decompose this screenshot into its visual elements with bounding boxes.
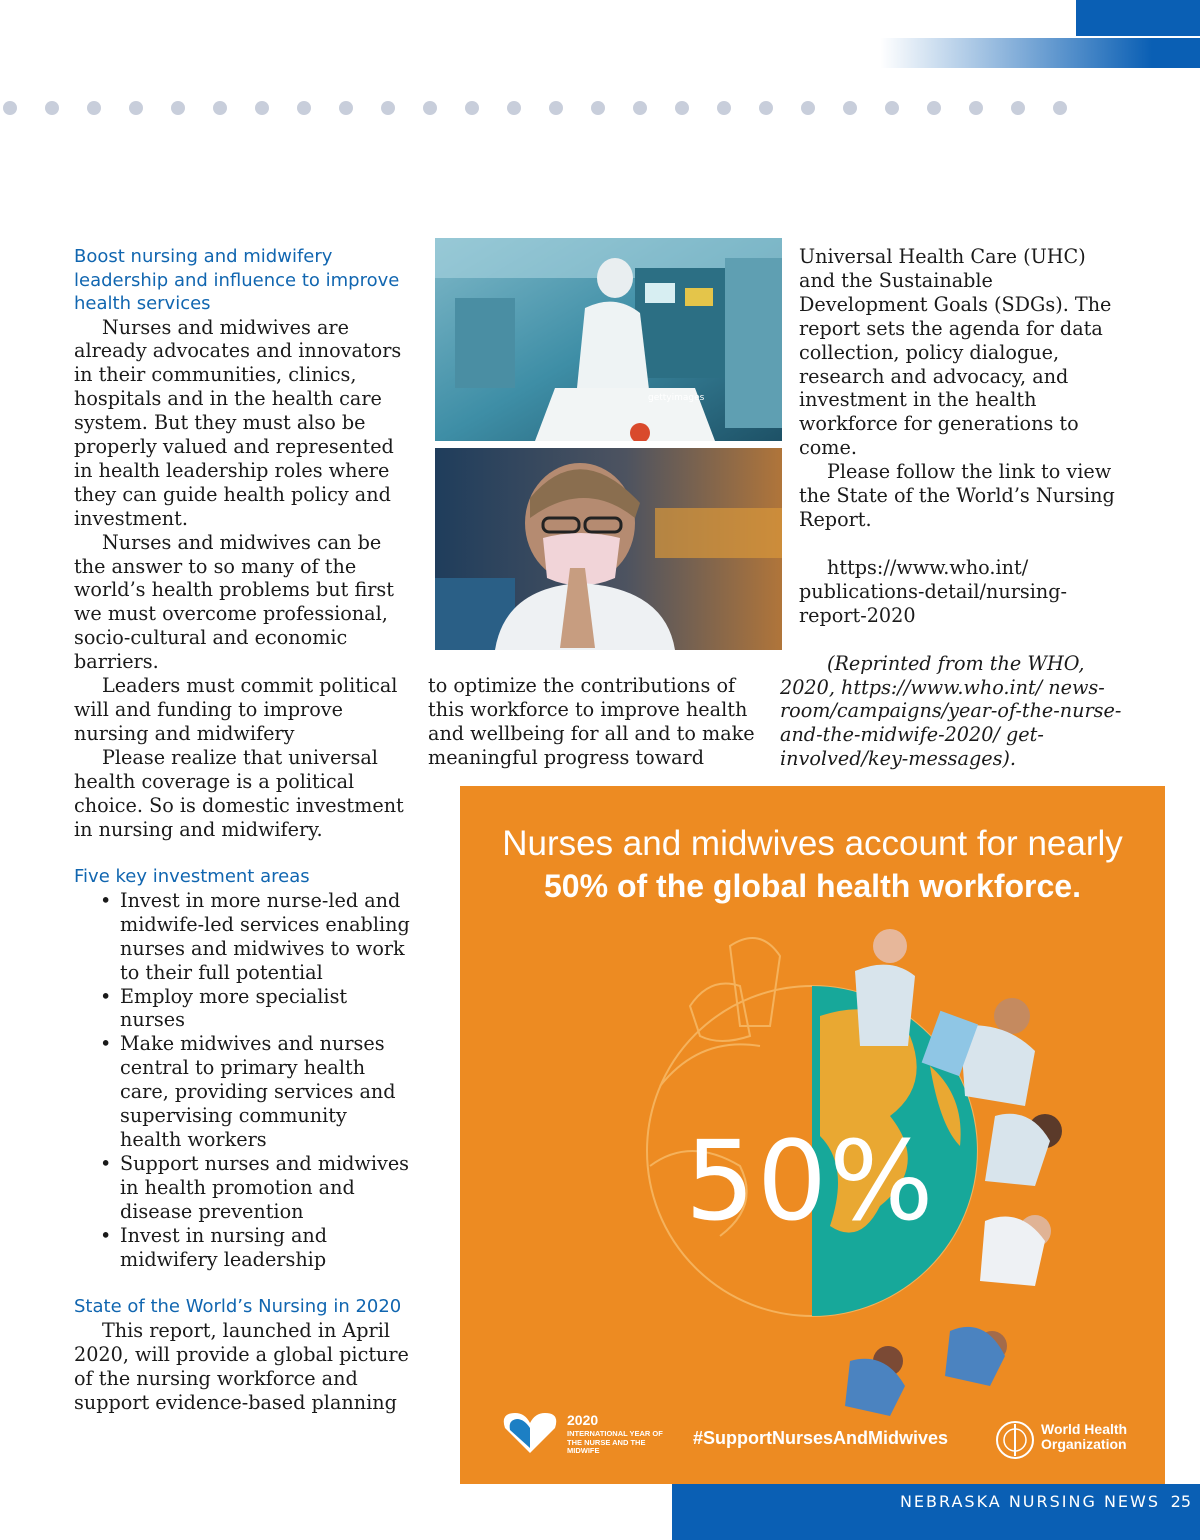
list-item: • Support nurses and midwives in health promotion and disease prevention (120, 1152, 414, 1224)
poster-headline-bold: 50% of the global health workforce. (544, 868, 1081, 904)
column-3 (780, 245, 1125, 771)
divider-dot (549, 101, 563, 115)
header-accent-block (1076, 0, 1200, 36)
investment-list (74, 889, 414, 1272)
list-item: • Employ more specialist nurses (120, 985, 414, 1033)
divider-dot (759, 101, 773, 115)
divider-dot (1053, 101, 1067, 115)
divider-dot (969, 101, 983, 115)
divider-dot (213, 101, 227, 115)
paragraph: Nurses and midwives can be the answer to so many of the world’s health problems but first we must overcome professional, socio-cultural and economic barriers. (74, 530, 394, 674)
column-2 (428, 674, 758, 770)
divider-dot (885, 101, 899, 115)
paragraph: Please realize that universal health coverage is a political choice. So is domestic investment in nursing and midwifery. (74, 745, 404, 841)
workforce-poster (460, 786, 1165, 1484)
divider-dot (87, 101, 101, 115)
report-link[interactable]: https://www.who.int/ publications-detail/nursing-report-2020 (799, 555, 1067, 627)
iyn-2020-logo (500, 1408, 663, 1464)
hashtag: #SupportNursesAndMidwives (693, 1428, 949, 1448)
footer-bar (672, 1484, 1200, 1540)
page-number: 25 (1170, 1492, 1191, 1511)
column-1 (74, 245, 414, 1415)
divider-dot (465, 101, 479, 115)
divider-dot (843, 101, 857, 115)
list-item: • Invest in more nurse-led and midwife-led services enabling nurses and midwives to work to their full potential (120, 889, 414, 985)
iyn-text: INTERNATIONAL YEAR OF THE NURSE AND THE MIDWIFE (567, 1429, 663, 1455)
reprint-credit: (Reprinted from the WHO, 2020, https://www.who.int/ news-room/campaigns/year-of-the-nurse-and-the-midwife-2020/ get-involved/key-messages). (780, 651, 1122, 771)
divider-dot (1011, 101, 1025, 115)
publication-name: NEBRASKA NURSING NEWS (899, 1492, 1160, 1511)
paragraph: Universal Health Care (UHC) and the Sustainable Development Goals (SDGs). The report sets the agenda for data collection, policy dialogue, research and advocacy, and investment in the health workforce for generations to come. (799, 245, 1112, 460)
divider-dot (675, 101, 689, 115)
header-gradient-bar (880, 38, 1200, 68)
divider-dot (3, 101, 17, 115)
divider-dot (381, 101, 395, 115)
photo-nurse-mask-praying (435, 448, 782, 650)
section-heading-state-report: State of the World’s Nursing in 2020 (74, 1296, 402, 1318)
divider-dot (171, 101, 185, 115)
poster-headline: Nurses and midwives account for nearly (502, 824, 1123, 863)
paragraph: Leaders must commit political will and funding to improve nursing and midwifery (74, 674, 398, 745)
section-heading-leadership: Boost nursing and midwifery leadership and influence to improve health services (74, 246, 400, 314)
watermark: gettyimages (648, 393, 705, 403)
divider-dot (507, 101, 521, 115)
paragraph: Nurses and midwives are already advocates and innovators in their communities, clinics, hospitals and in the health care system. But they must also be properly valued and represented in health leadership roles where they can guide health policy and investment. (74, 315, 402, 530)
section-heading-investment: Five key investment areas (74, 866, 310, 888)
divider-dot (255, 101, 269, 115)
paragraph: to optimize the contributions of this workforce to improve health and wellbeing for all and to make meaningful progress toward (428, 674, 755, 769)
photo-icu-nurse-ppe (435, 238, 782, 441)
divider-dot (801, 101, 815, 115)
divider-dot (297, 101, 311, 115)
divider-dot (129, 101, 143, 115)
list-item: • Invest in nursing and midwifery leadership (120, 1224, 414, 1272)
paragraph: This report, launched in April 2020, will provide a global picture of the nursing workforce and support evidence-based planning (74, 1318, 409, 1414)
percent-figure: 50% (685, 1117, 936, 1245)
divider-dot (717, 101, 731, 115)
divider-dot (591, 101, 605, 115)
list-item: • Make midwives and nurses central to primary health care, providing services and supervising community health workers (120, 1032, 414, 1152)
who-text: World Health Organization (1041, 1421, 1128, 1452)
paragraph: Please follow the link to view the State of the World’s Nursing Report. (799, 460, 1115, 531)
iyn-year: 2020 (567, 1412, 599, 1428)
divider-dot (339, 101, 353, 115)
divider-dot (423, 101, 437, 115)
divider-dot (927, 101, 941, 115)
dot-divider (0, 101, 1090, 117)
divider-dot (45, 101, 59, 115)
who-logo (993, 1418, 1143, 1462)
divider-dot (633, 101, 647, 115)
